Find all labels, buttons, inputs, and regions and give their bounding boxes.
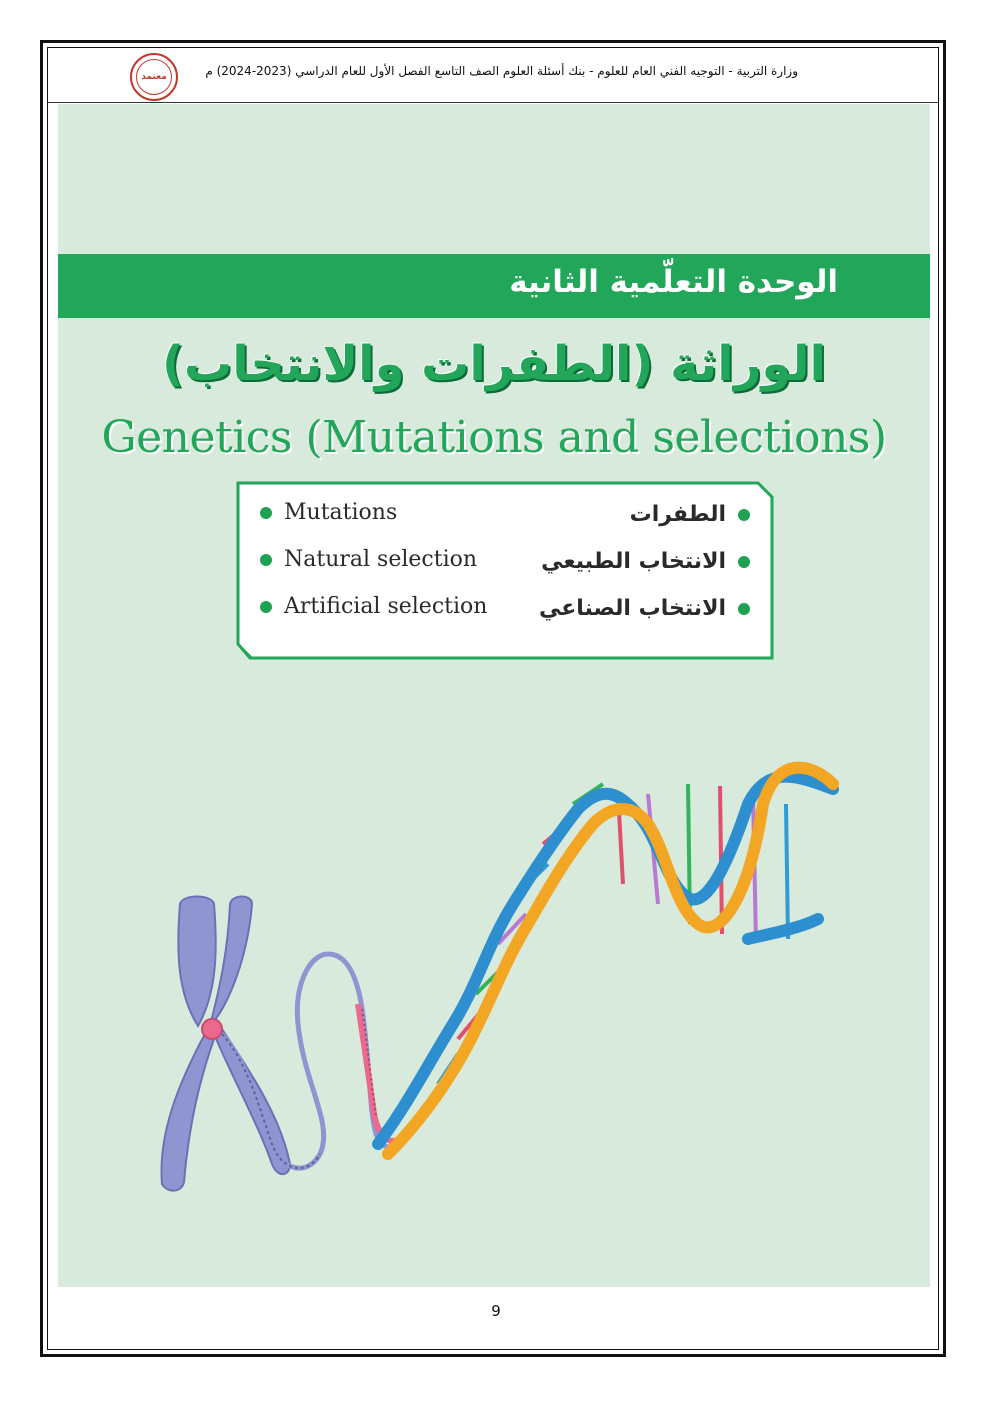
topic-en-label: Mutations [284, 500, 398, 525]
dna-helix-icon [378, 768, 833, 1154]
header-title: وزارة التربية - التوجيه الفني العام للعلوم - بنك أسئلة العلوم الصف التاسع الفصل الأول للعام الدراسي (2023-2024) م [205, 64, 798, 78]
ministry-stamp-icon [130, 53, 178, 101]
stamp-word: معتمد [141, 72, 167, 82]
unit-cover [58, 104, 930, 1287]
unit-title-english: Genetics (Mutations and selections) [101, 412, 887, 463]
stamp-inner-ring [136, 59, 172, 95]
page-header [48, 48, 938, 103]
chromosome-dna-illustration [58, 104, 930, 1287]
topic-ar-label: الطفرات [629, 502, 726, 527]
page-number: 9 [491, 1302, 501, 1320]
topic-en-label: Natural selection [284, 547, 478, 572]
unit-label: الوحدة التعلّمية الثانية [509, 264, 838, 300]
topic-en-label: Artificial selection [284, 594, 488, 619]
unit-title-arabic: الوراثة (الطفرات والانتخاب) [162, 336, 826, 392]
topic-ar-label: الانتخاب الصناعي [538, 596, 726, 621]
topic-ar-label: الانتخاب الطبيعي [541, 549, 726, 574]
